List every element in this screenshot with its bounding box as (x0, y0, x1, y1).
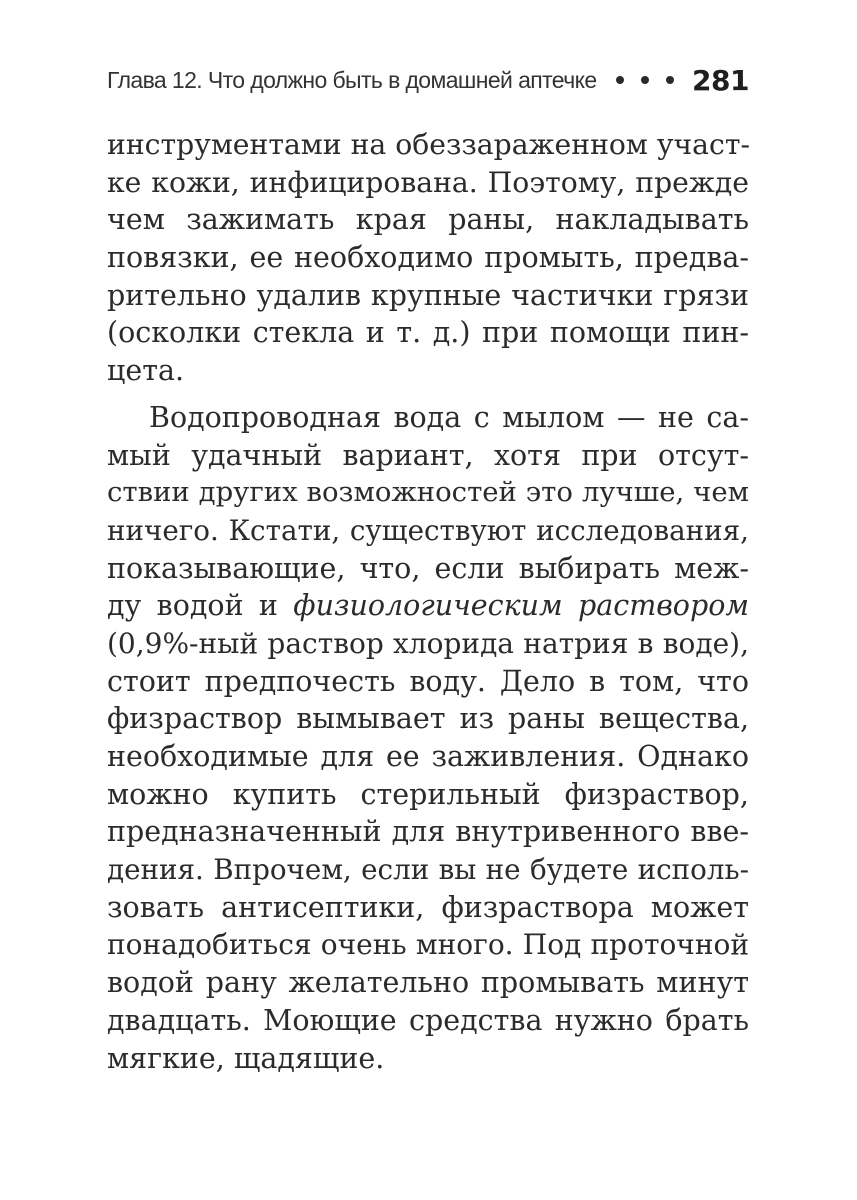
text-line: ствии других возможностей это лучше, чем (107, 476, 749, 509)
text-line: предназначенный для внутривенного вве- (107, 815, 749, 849)
paragraph-gap (107, 390, 749, 399)
text-line: Водопроводная вода с мылом — не са- (149, 400, 749, 434)
text-line: понадобиться очень много. Под проточной (107, 928, 749, 962)
text-run: ду водой и (107, 589, 278, 623)
text-line: повязки, ее необходимо промыть, предва- (107, 241, 749, 275)
text-line: двадцать. Моющие средства нужно брать (107, 1003, 749, 1037)
running-head (107, 58, 749, 102)
paragraph-1 (107, 126, 749, 390)
paragraph-2 (107, 399, 749, 1077)
text-line: мягкие, щадящие. (107, 1041, 385, 1075)
dot-icon (641, 76, 649, 84)
text-line-with-italic (107, 587, 749, 625)
text-line: водой рану желательно промывать минут (107, 966, 749, 1000)
text-line: чем зажимать края раны, накладывать (107, 203, 749, 237)
page-number: 281 (692, 63, 749, 97)
text-line: (0,9%-ный раствор хлорида натрия в воде), (107, 626, 749, 660)
text-line: ничего. Кстати, существуют исследования, (107, 513, 749, 547)
text-line: зовать антисептики, физраствора может (107, 890, 749, 924)
body-text (107, 126, 749, 1077)
dot-icon (666, 76, 674, 84)
text-line: ке кожи, инфицирована. Поэтому, прежде (107, 165, 749, 199)
chapter-title: Глава 12. Что должно быть в домашней аптечке (107, 66, 597, 93)
text-line: необходимые для ее заживления. Однако (107, 740, 749, 773)
text-line: инструментами на обеззараженном участ- (107, 128, 751, 161)
text-line: цета. (107, 354, 185, 388)
text-line: можно купить стерильный физраствор, (107, 777, 749, 811)
text-line: рительно удалив крупные частички грязи (107, 278, 749, 312)
text-line: показывающие, что, если выбирать меж- (107, 551, 749, 585)
text-line: физраствор вымывает из раны вещества, (107, 702, 749, 736)
dot-icon (616, 76, 624, 84)
text-line: мый удачный вариант, хотя при отсут- (107, 438, 749, 472)
decorative-dots (599, 76, 674, 84)
text-line: (осколки стекла и т. д.) при помощи пин- (107, 316, 749, 350)
page-number-group (599, 64, 749, 97)
text-line: стоит предпочесть воду. Дело в том, что (107, 664, 749, 698)
text-line: дения. Впрочем, если вы не будете исполь- (107, 853, 749, 887)
italic-term: физиологическим раствором (293, 589, 749, 623)
